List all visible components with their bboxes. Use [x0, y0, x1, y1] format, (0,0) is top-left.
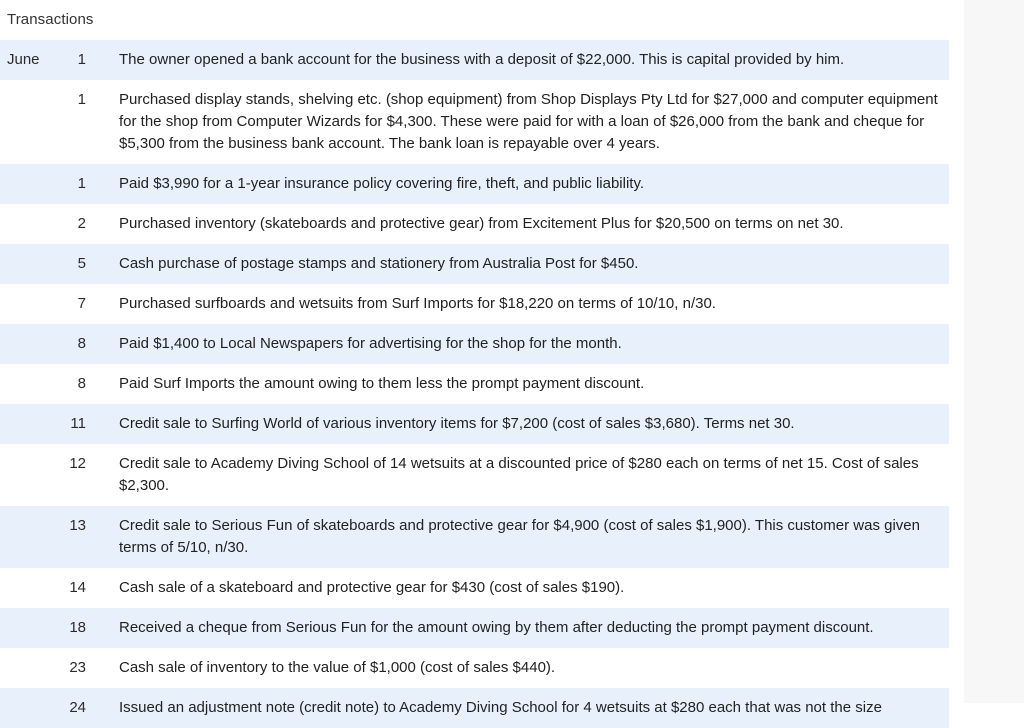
table-row [0, 404, 949, 444]
table-row [0, 244, 949, 284]
table-row [0, 506, 949, 568]
day-cell: 1 [77, 175, 86, 192]
day-cell: 14 [69, 579, 86, 596]
description-cell: Purchased surfboards and wetsuits from Surf Imports for $18,220 on terms of 10/10, n/30. [119, 295, 716, 312]
day-cell: 1 [77, 91, 86, 108]
table-row [0, 608, 949, 648]
description-cell: The owner opened a bank account for the business with a deposit of $22,000. This is capital provided by him. [119, 51, 845, 68]
day-cell: 1 [77, 51, 86, 68]
table-row [0, 80, 949, 164]
day-cell: 2 [77, 215, 86, 232]
description-cell: Credit sale to Surfing World of various inventory items for $7,200 (cost of sales $3,680). Terms net 30. [119, 415, 795, 432]
table-row [0, 364, 949, 404]
description-cell: Cash sale of a skateboard and protective gear for $430 (cost of sales $190). [119, 579, 625, 596]
table-row [0, 324, 949, 364]
table-row [0, 40, 949, 80]
page-title: Transactions [7, 11, 94, 28]
day-cell: 23 [69, 659, 86, 676]
table-row [0, 444, 949, 506]
table-row [0, 688, 949, 728]
description-cell: Cash purchase of postage stamps and stationery from Australia Post for $450. [119, 255, 639, 272]
description-cell: Purchased inventory (skateboards and protective gear) from Excitement Plus for $20,500 on terms on net 30. [119, 215, 844, 232]
day-cell: 18 [69, 619, 86, 636]
description-cell: Paid $1,400 to Local Newspapers for advertising for the shop for the month. [119, 335, 622, 352]
description-cell: Received a cheque from Serious Fun for the amount owing by them after deducting the prompt payment discount. [119, 619, 874, 636]
day-cell: 5 [77, 255, 86, 272]
transactions-table [0, 40, 949, 728]
table-row [0, 164, 949, 204]
right-gutter [964, 0, 1024, 703]
description-cell: Credit sale to Academy Diving School of 14 wetsuits at a discounted price of $280 each on terms of net 15. Cost of sales $2,300. [119, 455, 919, 494]
day-cell: 8 [77, 375, 86, 392]
table-row [0, 648, 949, 688]
table-row [0, 284, 949, 324]
day-cell: 13 [69, 517, 86, 534]
description-cell: Cash sale of inventory to the value of $1,000 (cost of sales $440). [119, 659, 556, 676]
day-cell: 12 [69, 455, 86, 472]
description-cell: Credit sale to Serious Fun of skateboards and protective gear for $4,900 (cost of sales $1,900). This customer was given terms of 5/10, n/30. [119, 517, 920, 556]
description-cell: Paid Surf Imports the amount owing to them less the prompt payment discount. [119, 375, 645, 392]
description-cell: Purchased display stands, shelving etc. (shop equipment) from Shop Displays Pty Ltd for $27,000 and computer equipment for the shop from Computer Wizards for $4,300. These were paid for with a loan of $26,000 from the bank and cheque for $5,300 from the business bank account. The bank loan is repayable over 4 years. [119, 91, 938, 152]
table-row [0, 568, 949, 608]
day-cell: 8 [77, 335, 86, 352]
description-cell: Issued an adjustment note (credit note) to Academy Diving School for 4 wetsuits at $280 each that was not the size [119, 699, 882, 716]
description-cell: Paid $3,990 for a 1-year insurance policy covering fire, theft, and public liability. [119, 175, 645, 192]
table-row [0, 204, 949, 244]
month-label: June [7, 51, 40, 68]
day-cell: 11 [70, 415, 86, 432]
day-cell: 7 [77, 295, 86, 312]
day-cell: 24 [69, 699, 86, 716]
